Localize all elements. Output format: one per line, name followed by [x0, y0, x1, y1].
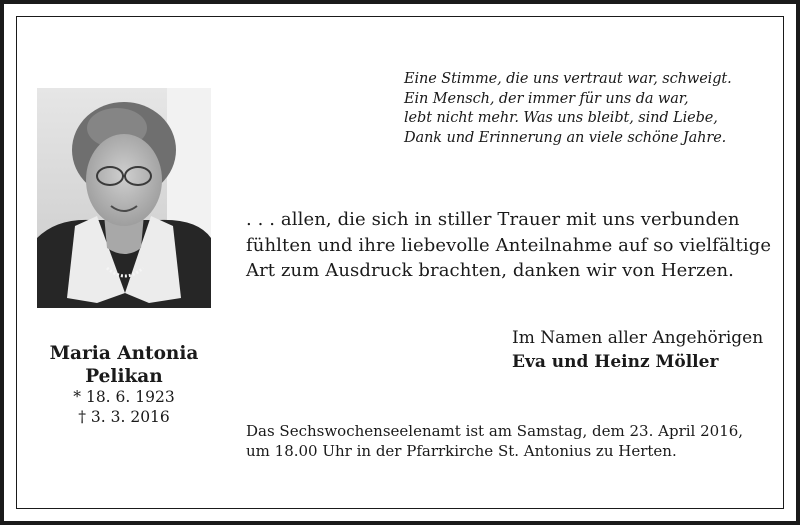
- deceased-first-names: Maria Antonia: [49, 343, 199, 364]
- notice-line: Das Sechswochenseelenamt ist am Samstag, dem 23. April 2016,: [246, 422, 744, 440]
- message-line: fühlten und ihre liebevolle Anteilnahme auf so vielfältige: [246, 234, 772, 256]
- deceased-surname: Pelikan: [85, 366, 163, 387]
- thanks-message: [246, 207, 772, 284]
- signoff: [512, 326, 792, 374]
- quote-line: Ein Mensch, der immer für uns da war,: [404, 90, 689, 107]
- notice-line: um 18.00 Uhr in der Pfarrkirche St. Antonius zu Herten.: [246, 441, 677, 460]
- signoff-intro: Im Namen aller Angehörigen: [512, 328, 764, 348]
- service-notice: [246, 422, 786, 461]
- death-date: † 3. 3. 2016: [78, 407, 170, 426]
- quote-line: Eine Stimme, die uns vertraut war, schweigt.: [404, 71, 732, 87]
- memorial-quote: [404, 70, 764, 148]
- message-line: Art zum Ausdruck brachten, danken wir von Herzen.: [246, 260, 734, 281]
- signoff-names: Eva und Heinz Möller: [512, 352, 719, 372]
- birth-date: * 18. 6. 1923: [73, 388, 175, 406]
- message-line: . . . allen, die sich in stiller Trauer mit uns verbunden: [246, 209, 740, 230]
- quote-line: Dank und Erinnerung an viele schöne Jahre.: [404, 129, 727, 146]
- deceased-info: [24, 342, 224, 427]
- portrait-photo: [37, 88, 211, 308]
- quote-line: lebt nicht mehr. Was uns bleibt, sind Liebe,: [404, 110, 718, 126]
